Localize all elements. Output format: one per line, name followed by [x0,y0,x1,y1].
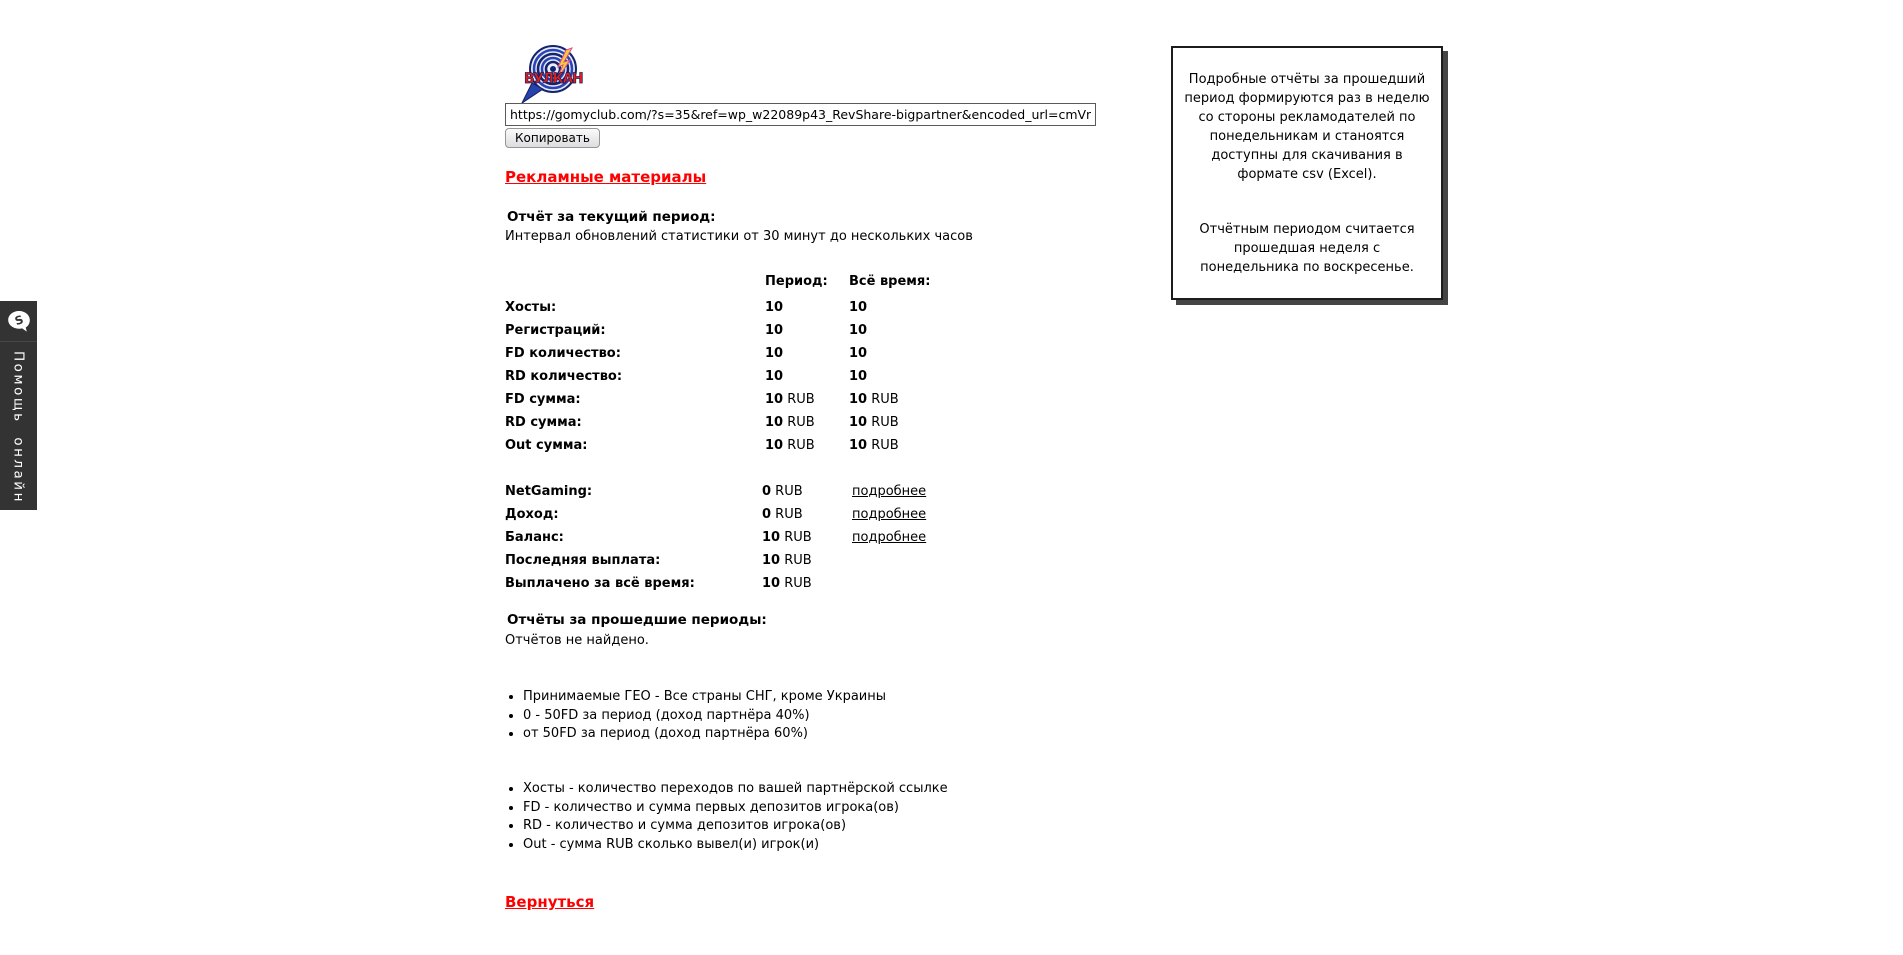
finance-link-cell [852,527,1012,550]
list-item: • Принимаемые ГЕО - Все страны СНГ, кроме Украины [523,688,886,707]
info-paragraph: Подробные отчёты за прошедший период формируются раз в неделю со стороны рекламодателей по понедельникам и станоятся доступны для скачивания в формате csv (Excel). [1184,72,1430,182]
finance-row-label: Баланс: [505,530,564,545]
finance-value: 10 RUB [762,530,812,545]
column-header-all-time: Всё время: [849,274,931,289]
stat-alltime-value: 10 RUB [849,392,899,407]
list-item: • Хосты - количество переходов по вашей партнёрской ссылке [523,780,948,799]
copy-button[interactable]: Копировать [505,128,600,148]
stat-row-label: FD количество: [505,346,621,361]
stats-table [505,271,1009,458]
column-header-period: Период: [765,274,828,289]
list-item: • RD - количество и сумма депозитов игрока(ов) [523,817,948,836]
info-paragraph: Отчётным периодом считается прошедшая неделя с понедельника по воскресенье. [1199,222,1415,275]
referral-url-input[interactable] [505,103,1096,126]
finance-row-label: Доход: [505,507,559,522]
list-item: • Out - сумма RUB сколько вывел(и) игрок(и) [523,836,948,855]
finance-link-cell [852,504,1012,527]
update-interval-note: Интервал обновлений статистики от 30 минут до нескольких часов [505,229,973,244]
stats-corner-cell [505,271,765,297]
list-item: • от 50FD за период (доход партнёра 60%) [523,725,886,744]
glossary-list [506,780,948,854]
details-link[interactable]: подробнее [852,484,927,499]
stat-period-value: 10 RUB [765,415,815,430]
stat-period-value: 10 [765,300,784,315]
chat-bubble-icon [7,310,31,333]
back-link[interactable]: Вернуться [505,893,595,911]
stat-row-label: FD сумма: [505,392,581,407]
stat-alltime-value: 10 [849,369,868,384]
finance-link-cell [852,573,1012,596]
finance-row-label: NetGaming: [505,484,593,499]
stat-row-label: RD сумма: [505,415,582,430]
finance-link-cell [852,550,1012,573]
finance-table [505,481,1012,596]
finance-value: 10 RUB [762,576,812,591]
chat-icon-block [0,301,37,342]
stat-period-value: 10 RUB [765,438,815,453]
finance-row-label: Последняя выплата: [505,553,661,568]
details-link[interactable]: подробнее [852,507,927,522]
list-item: • FD - количество и сумма первых депозитов игрока(ов) [523,799,948,818]
vulkan-logo [519,43,587,105]
finance-value: 0 RUB [762,507,803,522]
vulkan-logo-text: ВУЛКАН [523,71,583,87]
program-terms-list [506,688,886,744]
stat-period-value: 10 [765,369,784,384]
online-help-chat-widget[interactable] [0,301,37,510]
details-link[interactable]: подробнее [852,530,927,545]
finance-value: 10 RUB [762,553,812,568]
stat-period-value: 10 RUB [765,392,815,407]
stat-row-label: RD количество: [505,369,623,384]
stat-alltime-value: 10 RUB [849,415,899,430]
ads-materials-link[interactable]: Рекламные материалы [505,168,707,186]
stat-row-label: Регистраций: [505,323,606,338]
stat-period-value: 10 [765,346,784,361]
stat-alltime-value: 10 [849,346,868,361]
stat-period-value: 10 [765,323,784,338]
stat-alltime-value: 10 RUB [849,438,899,453]
stat-row-label: Хосты: [505,300,557,315]
chat-widget-label: Помощь онлайн [10,351,27,504]
past-reports-empty-message: Отчётов не найдено. [505,633,649,648]
vulkan-logo-image [519,43,587,105]
finance-value: 0 RUB [762,484,803,499]
list-item: • 0 - 50FD за период (доход партнёра 40%) [523,707,886,726]
finance-link-cell [852,481,1012,504]
reports-info-box [1171,46,1443,300]
current-report-heading: Отчёт за текущий период: [507,209,716,225]
svg-text:S: S [12,311,25,328]
stat-row-label: Out сумма: [505,438,588,453]
stat-alltime-value: 10 [849,323,868,338]
finance-row-label: Выплачено за всё время: [505,576,695,591]
stat-alltime-value: 10 [849,300,868,315]
past-reports-heading: Отчёты за прошедшие периоды: [507,612,767,628]
